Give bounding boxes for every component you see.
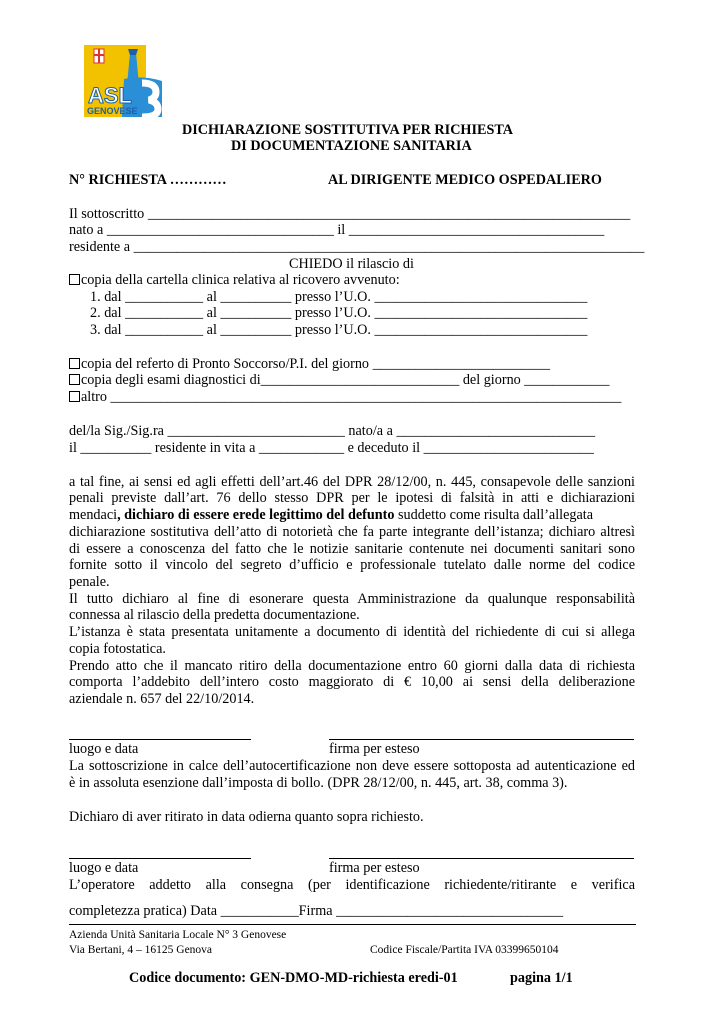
- body-p1-l7: penale.: [69, 574, 110, 590]
- body-p1-l4: dichiarazione sostitutiva dell’atto di notorietà che fa parte integrante dell’istanza; dichiaro altresì: [69, 524, 635, 540]
- luogo-data-line-2[interactable]: [69, 858, 251, 859]
- title-line-1: DICHIARAZIONE SOSTITUTIVA PER RICHIESTA: [182, 122, 513, 138]
- body-p4-l1: Prendo atto che il mancato ritiro della documentazione entro 60 giorni dalla data di richiesta: [69, 658, 635, 674]
- field-sig[interactable]: del/la Sig./Sig.ra _________________________ nato/a a ____________________________: [69, 423, 596, 439]
- checkbox-referto[interactable]: [69, 358, 80, 369]
- firma-label-1: firma per esteso: [329, 741, 420, 757]
- luogo-data-label-2: luogo e data: [69, 860, 139, 876]
- footer-pagina: pagina 1/1: [510, 970, 573, 986]
- operatore-line-2[interactable]: completezza pratica) Data ___________Firma ________________________________: [69, 903, 564, 919]
- logo-text-genovese: GENOVESE: [87, 106, 138, 116]
- field-il-residente[interactable]: il __________ residente in vita a ____________ e deceduto il ________________________: [69, 440, 594, 456]
- note-line-1: La sottoscrizione in calce dell’autocertificazione non deve essere sottoposta ad autenticazione ed: [69, 758, 635, 774]
- chiedo-label: CHIEDO il rilascio di: [289, 256, 414, 272]
- footer-divider: [69, 924, 636, 925]
- title-line-2: DI DOCUMENTAZIONE SANITARIA: [231, 138, 472, 154]
- firma-line-2[interactable]: [329, 858, 634, 859]
- request-number: N° RICHIESTA …………: [69, 172, 227, 188]
- luogo-data-line-1[interactable]: [69, 739, 251, 740]
- option-altro[interactable]: [69, 389, 621, 406]
- field-ricovero-3[interactable]: 3. dal ___________ al __________ presso l’U.O. ______________________________: [90, 322, 588, 338]
- field-sottoscritto[interactable]: Il sottoscritto ____________________________________________________________________: [69, 206, 631, 222]
- firma-label-2: firma per esteso: [329, 860, 420, 876]
- checkbox-esami[interactable]: [69, 374, 80, 385]
- option-cartella-label: copia della cartella clinica relativa al ricovero avvenuto:: [81, 272, 400, 288]
- body-p1-l1: a tal fine, ai sensi ed agli effetti dell’art.46 del DPR 28/12/00, n. 445, consapevole delle sanzioni: [69, 474, 635, 490]
- body-p1-l6: fornite sotto il vincolo del segreto d’ufficio e professionale tutelato dalle norme del codice: [69, 557, 635, 573]
- body-p3-l2: copia fotostatica.: [69, 641, 166, 657]
- body-p1-l2: penali previste dall’art. 76 dello stesso DPR per le ipotesi di falsità in atti e dichiarazioni: [69, 490, 635, 506]
- body-p4-l3: aziendale n. 657 del 22/10/2014.: [69, 691, 255, 707]
- body-p1-l3: mendaci, dichiaro di essere erede legittimo del defunto suddetto come risulta dall’allegata: [69, 507, 594, 523]
- option-esami-label: copia degli esami diagnostici di____________________________ del giorno ____________: [81, 372, 610, 388]
- field-nato[interactable]: nato a ________________________________ il ____________________________________: [69, 222, 605, 238]
- option-referto[interactable]: [69, 356, 550, 373]
- footer-indirizzo: Via Bertani, 4 – 16125 Genova: [69, 944, 213, 956]
- field-residente[interactable]: residente a ________________________________________________________________________: [69, 239, 645, 255]
- note-line-2: è in assoluta esenzione dall’imposta di bollo. (DPR 28/12/00, n. 445, art. 38, comma 3).: [69, 775, 568, 791]
- ritirato-statement: Dichiaro di aver ritirato in data odierna quanto sopra richiesto.: [69, 809, 424, 825]
- luogo-data-label-1: luogo e data: [69, 741, 139, 757]
- field-ricovero-1[interactable]: 1. dal ___________ al __________ presso l’U.O. ______________________________: [90, 289, 588, 305]
- logo-text-asl: ASL: [88, 83, 132, 108]
- footer-codice-documento: Codice documento: GEN-DMO-MD-richiesta eredi-01: [129, 970, 458, 986]
- addressee: AL DIRIGENTE MEDICO OSPEDALIERO: [328, 172, 602, 188]
- asl3-logo: [84, 45, 164, 117]
- field-ricovero-2[interactable]: 2. dal ___________ al __________ presso l’U.O. ______________________________: [90, 305, 588, 321]
- option-altro-label: altro ________________________________________________________________________: [81, 389, 622, 405]
- option-referto-label: copia del referto di Pronto Soccorso/P.I. del giorno _________________________: [81, 356, 550, 372]
- body-p2-l1: Il tutto dichiaro al fine di esonerare questa Amministrazione da qualunque responsabilità: [69, 591, 635, 607]
- option-cartella[interactable]: [69, 272, 400, 289]
- firma-line-1[interactable]: [329, 739, 634, 740]
- body-p4-l2: comporta l’addebito dell’intero costo maggiorato di € 10,00 ai sensi della deliberazione: [69, 674, 635, 690]
- checkbox-altro[interactable]: [69, 391, 80, 402]
- body-p2-l2: connessa al rilascio della predetta documentazione.: [69, 607, 360, 623]
- operatore-line-1: L’operatore addetto alla consegna (per identificazione richiedente/ritirante e verifica: [69, 877, 635, 893]
- footer-azienda: Azienda Unità Sanitaria Locale N° 3 Genovese: [69, 929, 287, 941]
- body-p3-l1: L’istanza è stata presentata unitamente a documento di identità del richiedente di cui si allega: [69, 624, 635, 640]
- footer-codice-fiscale: Codice Fiscale/Partita IVA 03399650104: [370, 944, 559, 956]
- body-p1-l5: di essere a conoscenza del fatto che le notizie sanitarie contenute nei documenti sanitari sono: [69, 541, 635, 557]
- checkbox-cartella[interactable]: [69, 274, 80, 285]
- option-esami[interactable]: [69, 372, 609, 389]
